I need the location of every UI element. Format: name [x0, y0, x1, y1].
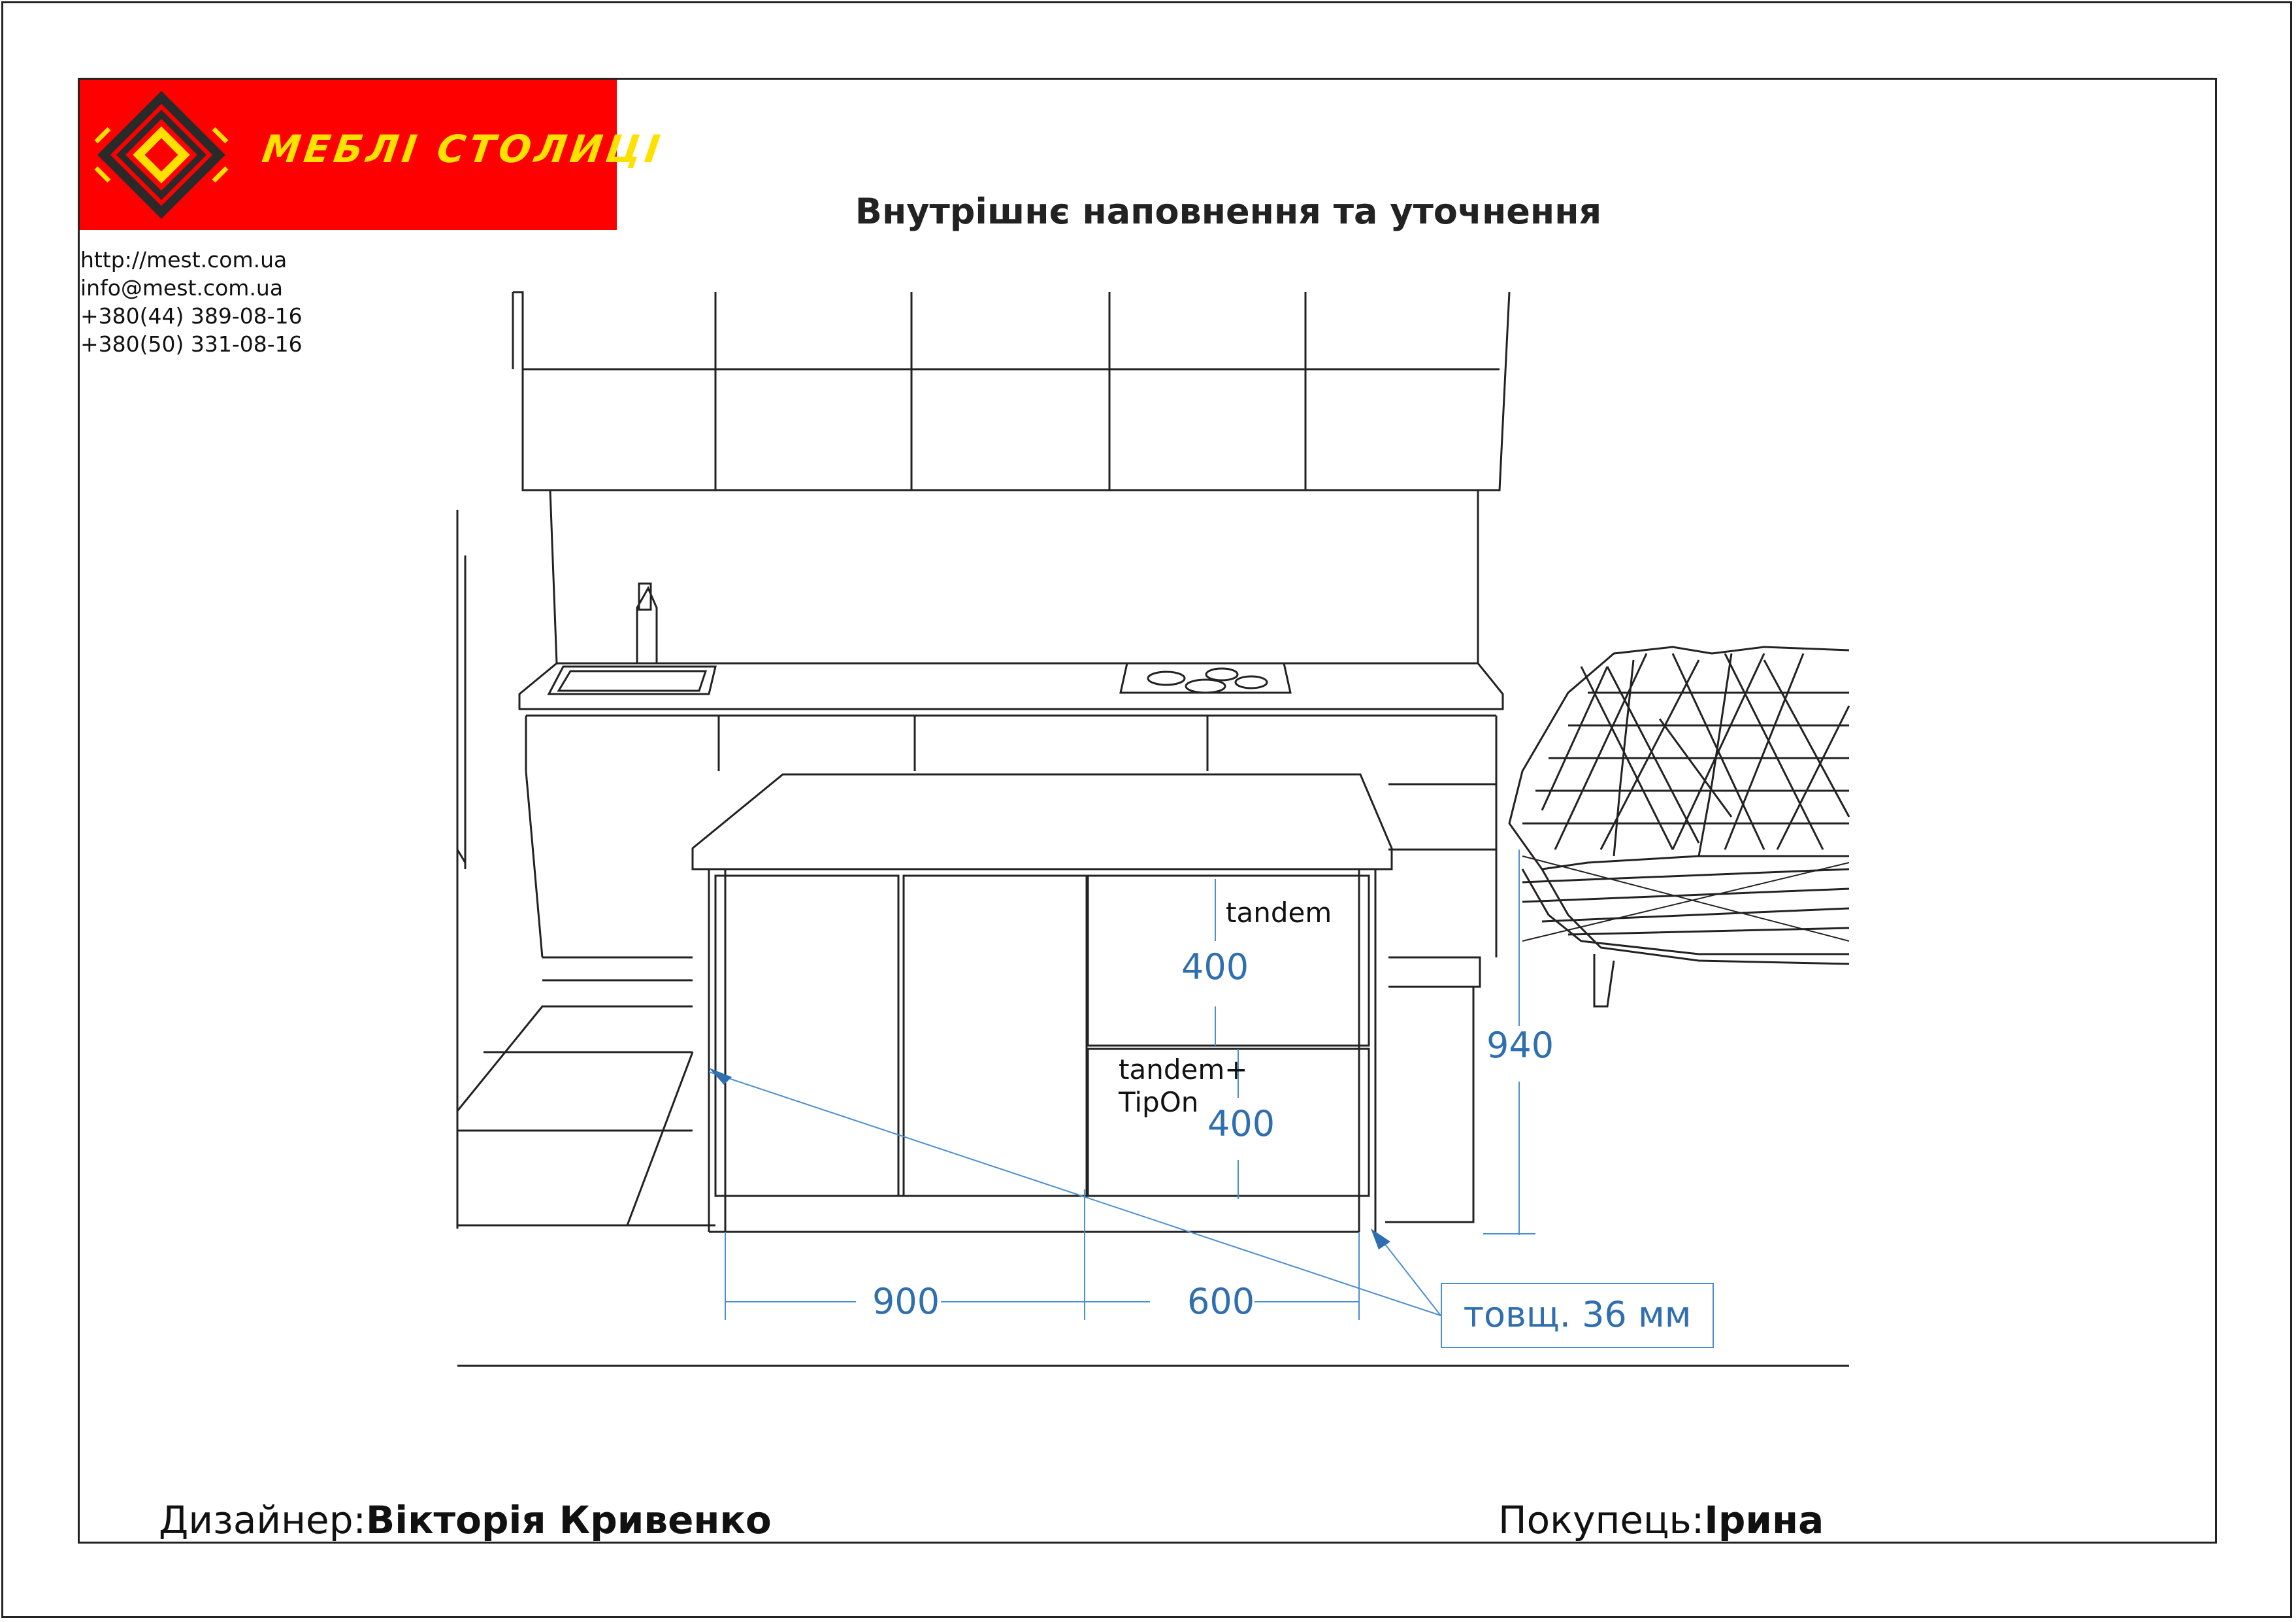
dimension-arrows: [709, 1068, 1390, 1250]
note-tandem-tipon-line2: TipOn: [1119, 1086, 1199, 1118]
dim-width-right: 600: [1187, 1281, 1255, 1322]
website-link[interactable]: http://mest.com.ua: [80, 247, 287, 273]
dim-width-left: 900: [872, 1281, 940, 1322]
sink: [549, 584, 715, 694]
left-wall: [457, 510, 715, 1229]
brand-name: МЕБЛІ СТОЛИЦІ: [259, 127, 666, 171]
note-tandem: tandem: [1226, 897, 1332, 929]
email-link[interactable]: info@mest.com.ua: [80, 275, 284, 301]
designer-label: Дизайнер:: [159, 1498, 367, 1542]
back-counter: [519, 663, 1503, 1222]
phone-1: +380(44) 389-08-16: [80, 303, 303, 329]
note-tandem-tipon-line1: tandem+: [1119, 1053, 1248, 1085]
dim-drawer-top: 400: [1181, 946, 1249, 987]
backsplash-edge: [550, 490, 557, 663]
customer-line: [1498, 1498, 1824, 1542]
sofa: [1509, 647, 1849, 1006]
page-title: Внутрішнє наповнення та уточнення: [855, 191, 1602, 232]
customer-label: Покупець:: [1498, 1498, 1705, 1542]
designer-name: Вікторія Кривенко: [366, 1498, 772, 1542]
upper-cabinets: [513, 292, 1509, 490]
phone-2: +380(50) 331-08-16: [80, 331, 303, 357]
customer-name: Ірина: [1704, 1498, 1824, 1542]
kitchen-island: [693, 774, 1392, 1232]
thickness-callout: товщ. 36 мм: [1441, 1283, 1714, 1348]
cooktop: [1121, 663, 1290, 693]
designer-line: [159, 1498, 772, 1542]
dim-height: 940: [1486, 1025, 1554, 1066]
dim-drawer-bottom: 400: [1207, 1103, 1275, 1144]
